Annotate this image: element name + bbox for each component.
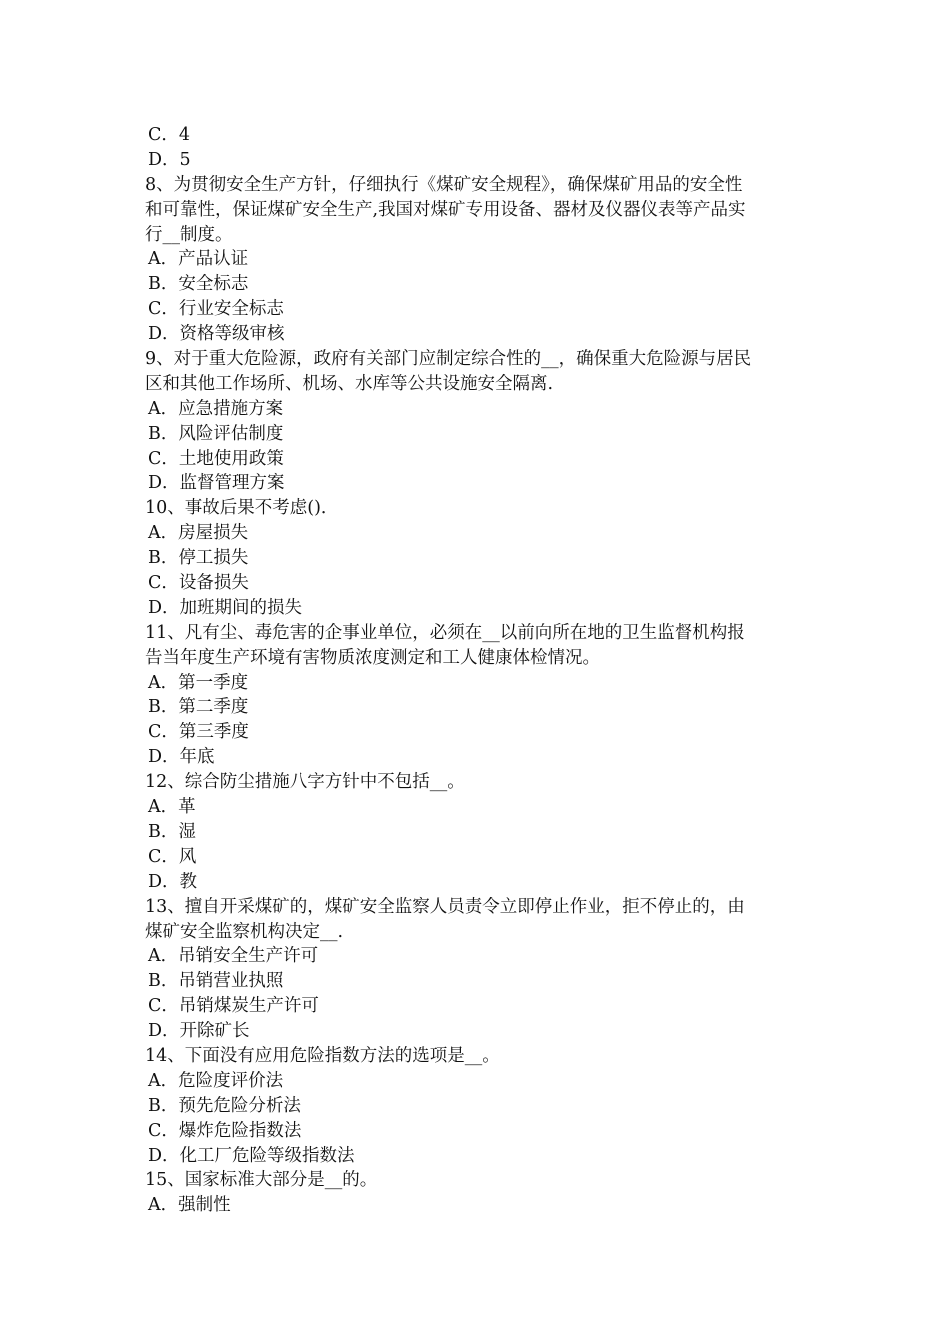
question-text-line: 8、为贯彻安全生产方针，仔细执行《煤矿安全规程》，确保煤矿用品的安全性 bbox=[145, 174, 743, 195]
answer-option: C．爆炸危险指数法 bbox=[148, 1120, 302, 1141]
answer-option: A．第一季度 bbox=[148, 672, 249, 693]
question-text-line: 区和其他工作场所、机场、水库等公共设施安全隔离. bbox=[145, 373, 554, 394]
answer-option: C．4 bbox=[148, 125, 191, 145]
question-text-line: 行__制度。 bbox=[145, 224, 233, 245]
answer-option: D．教 bbox=[148, 871, 198, 892]
question-text-line: 12、综合防尘措施八字方针中不包括__。 bbox=[145, 772, 465, 793]
answer-option: C．设备损失 bbox=[148, 573, 249, 594]
answer-option: B．停工损失 bbox=[148, 548, 249, 569]
question-text-line: 13、擅自开采煤矿的，煤矿安全监察人员责令立即停止作业，拒不停止的，由 bbox=[145, 896, 745, 917]
question-text-line: 11、凡有尘、毒危害的企事业单位，必须在__以前向所在地的卫生监督机构报 bbox=[145, 622, 745, 643]
answer-option: D．加班期间的损失 bbox=[148, 597, 303, 618]
question-text-line: 煤矿安全监察机构决定__. bbox=[145, 921, 344, 942]
answer-option: C．行业安全标志 bbox=[148, 299, 284, 320]
answer-option: D．年底 bbox=[148, 747, 215, 768]
answer-option: C．吊销煤炭生产许可 bbox=[148, 996, 319, 1017]
question-text-line: 9、对于重大危险源，政府有关部门应制定综合性的__，确保重大危险源与居民 bbox=[145, 349, 752, 370]
answer-option: D．开除矿长 bbox=[148, 1021, 250, 1042]
answer-option: A．革 bbox=[148, 797, 196, 818]
answer-option: D．监督管理方案 bbox=[148, 473, 285, 494]
question-text-line: 15、国家标准大部分是__的。 bbox=[145, 1170, 378, 1191]
question-text-line: 和可靠性，保证煤矿安全生产,我国对煤矿专用设备、器材及仪器仪表等产品实 bbox=[145, 199, 746, 220]
document-page bbox=[145, 123, 810, 1218]
question-text-line: 告当年度生产环境有害物质浓度测定和工人健康体检情况。 bbox=[145, 647, 600, 668]
answer-option: D．化工厂危险等级指数法 bbox=[148, 1145, 355, 1166]
question-text-line: 14、下面没有应用危险指数方法的选项是__。 bbox=[145, 1045, 500, 1066]
answer-option: A．房屋损失 bbox=[148, 523, 249, 544]
answer-option: D．5 bbox=[148, 149, 191, 170]
answer-option: B．预先危险分析法 bbox=[148, 1095, 301, 1116]
answer-option: B．第二季度 bbox=[148, 697, 249, 718]
question-text-line: 10、事故后果不考虑()． bbox=[145, 498, 339, 519]
answer-option: C．土地使用政策 bbox=[148, 448, 284, 469]
answer-option: C．第三季度 bbox=[148, 722, 249, 743]
answer-option: A．吊销安全生产许可 bbox=[148, 946, 319, 967]
answer-option: C．风 bbox=[148, 846, 197, 867]
answer-option: B．安全标志 bbox=[148, 274, 249, 295]
answer-option: B．风险评估制度 bbox=[148, 423, 284, 444]
answer-option: D．资格等级审核 bbox=[148, 324, 285, 345]
answer-option: A．产品认证 bbox=[148, 249, 249, 270]
answer-option: B．湿 bbox=[148, 821, 196, 842]
answer-option: B．吊销营业执照 bbox=[148, 971, 284, 992]
answer-option: A．危险度评价法 bbox=[148, 1070, 284, 1091]
answer-option: A．强制性 bbox=[148, 1195, 231, 1216]
answer-option: A．应急措施方案 bbox=[148, 398, 284, 419]
